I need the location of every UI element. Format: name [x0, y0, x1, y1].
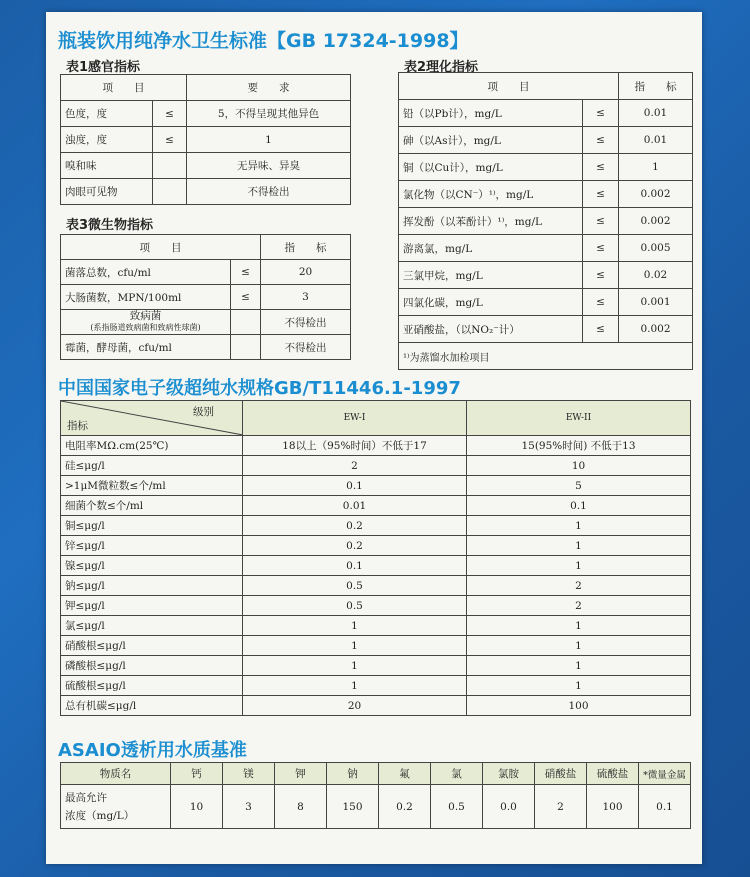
table2-val: 0.02	[619, 262, 693, 289]
header-index: 指标	[67, 420, 88, 432]
table-row	[399, 127, 693, 154]
table2-op: ≤	[583, 154, 619, 181]
table-row	[61, 496, 691, 516]
ultrapure-v1: 1	[243, 616, 467, 636]
table2-val: 0.002	[619, 181, 693, 208]
asaio-row2-line2: 浓度（mg/L）	[65, 809, 135, 822]
table-row	[61, 696, 691, 716]
table-ultrapure	[60, 400, 691, 436]
ultrapure-v1: 0.1	[243, 476, 467, 496]
ultrapure-v2: 1	[467, 516, 691, 536]
table3-item-pathogen	[61, 310, 231, 335]
table1-header-item: 项 目	[61, 75, 187, 101]
table3-op	[231, 310, 261, 335]
table2-op: ≤	[583, 235, 619, 262]
table2-val: 1	[619, 154, 693, 181]
table-row	[61, 516, 691, 536]
table-row	[61, 179, 351, 205]
table1-req: 无异味、异臭	[187, 153, 351, 179]
asaio-substance: 钾	[275, 763, 327, 785]
table-row	[61, 127, 351, 153]
asaio-value: 2	[535, 785, 587, 829]
asaio-header-row	[61, 763, 691, 785]
table2-item: 铅（以Pb计），mg/L	[399, 100, 583, 127]
ultrapure-v1: 0.2	[243, 516, 467, 536]
table-row	[399, 154, 693, 181]
ultrapure-v2: 0.1	[467, 496, 691, 516]
ultrapure-item: 氯≤μg/l	[61, 616, 243, 636]
ultrapure-item: 铜≤μg/l	[61, 516, 243, 536]
table3-item: 菌落总数，cfu/ml	[61, 260, 231, 285]
table-row	[61, 636, 691, 656]
ultrapure-v2: 1	[467, 636, 691, 656]
table2-op: ≤	[583, 208, 619, 235]
document-page	[46, 12, 702, 864]
table-row	[61, 576, 691, 596]
table1-op: ≤	[153, 127, 187, 153]
table-row	[399, 235, 693, 262]
table-row	[399, 343, 693, 370]
section1-title: 瓶装饮用纯净水卫生标准【GB 17324-1998】	[58, 30, 469, 52]
table3-op: ≤	[231, 260, 261, 285]
table2-item: 三氯甲烷，mg/L	[399, 262, 583, 289]
table-row	[61, 436, 691, 456]
table2-note: ¹⁾为蒸馏水加检项目	[399, 343, 693, 370]
table-row	[61, 101, 351, 127]
col-ew2: EW-II	[467, 401, 691, 436]
table2-item: 挥发酚（以苯酚计）¹⁾，mg/L	[399, 208, 583, 235]
table2-caption: 表2理化指标	[404, 60, 479, 75]
table2-item: 游离氯，mg/L	[399, 235, 583, 262]
table-row	[61, 556, 691, 576]
section2-title: 中国国家电子级超纯水规格GB/T11446.1-1997	[58, 378, 461, 399]
table3-item: 致病菌	[129, 310, 162, 322]
table-row	[399, 262, 693, 289]
asaio-value: 10	[171, 785, 223, 829]
table1-req: 5，不得呈现其他异色	[187, 101, 351, 127]
table1-op	[153, 179, 187, 205]
asaio-substance: 氯	[431, 763, 483, 785]
ultrapure-item: 总有机碳≤μg/l	[61, 696, 243, 716]
table-row	[61, 153, 351, 179]
table-row	[61, 476, 691, 496]
ultrapure-v2: 1	[467, 616, 691, 636]
table-row	[61, 536, 691, 556]
ultrapure-item: 细菌个数≤个/ml	[61, 496, 243, 516]
table-row	[399, 208, 693, 235]
ultrapure-v1: 2	[243, 456, 467, 476]
ultrapure-v1: 18以上（95%时间）不低于17	[243, 436, 467, 456]
table-row	[61, 285, 351, 310]
asaio-value: 100	[587, 785, 639, 829]
ultrapure-item: 硫酸根≤μg/l	[61, 676, 243, 696]
table1-op	[153, 153, 187, 179]
table1-sensory	[60, 74, 351, 205]
ultrapure-v1: 0.5	[243, 576, 467, 596]
asaio-value: 0.0	[483, 785, 535, 829]
ultrapure-item: 硅≤μg/l	[61, 456, 243, 476]
table3-header-val: 指 标	[261, 235, 351, 260]
asaio-row2-line1: 最高允许	[65, 791, 107, 804]
table-row	[61, 456, 691, 476]
table2-item: 铜（以Cu计），mg/L	[399, 154, 583, 181]
table3-item: 大肠菌数，MPN/100ml	[61, 285, 231, 310]
ultrapure-item: 镍≤μg/l	[61, 556, 243, 576]
table2-header-item: 项 目	[399, 73, 619, 100]
table3-item-sub: (系指肠道致病菌和致病性球菌)	[90, 323, 201, 332]
asaio-substance: 钙	[171, 763, 223, 785]
table2-physchem	[398, 72, 693, 370]
ultrapure-v1: 1	[243, 656, 467, 676]
header-level: 级别	[193, 406, 214, 418]
table3-op: ≤	[231, 285, 261, 310]
table-ultrapure-body	[60, 435, 691, 716]
table-row	[399, 289, 693, 316]
table-row	[61, 335, 351, 360]
table-row	[399, 100, 693, 127]
ultrapure-v2: 1	[467, 656, 691, 676]
ultrapure-v1: 1	[243, 636, 467, 656]
ultrapure-item: >1μM微粒数≤个/ml	[61, 476, 243, 496]
table1-op: ≤	[153, 101, 187, 127]
table-row	[61, 260, 351, 285]
table1-req: 不得检出	[187, 179, 351, 205]
asaio-substance: 硫酸盐	[587, 763, 639, 785]
table1-req: 1	[187, 127, 351, 153]
table-row	[61, 310, 351, 335]
table2-val: 0.01	[619, 127, 693, 154]
table1-caption: 表1感官指标	[66, 60, 141, 75]
table3-item: 霉菌，酵母菌，cfu/ml	[61, 335, 231, 360]
diagonal-header-cell	[61, 401, 243, 436]
col-ew1: EW-I	[243, 401, 467, 436]
asaio-value: 0.5	[431, 785, 483, 829]
table3-val: 不得检出	[261, 335, 351, 360]
ultrapure-v2: 15(95%时间) 不低于13	[467, 436, 691, 456]
asaio-substance: 钠	[327, 763, 379, 785]
asaio-value: 150	[327, 785, 379, 829]
table-row	[61, 596, 691, 616]
table-row	[399, 316, 693, 343]
asaio-substance: 氯胺	[483, 763, 535, 785]
asaio-value: 3	[223, 785, 275, 829]
table-asaio	[60, 762, 691, 829]
table2-item: 四氯化碳，mg/L	[399, 289, 583, 316]
asaio-value: 8	[275, 785, 327, 829]
table-row	[399, 181, 693, 208]
table2-op: ≤	[583, 289, 619, 316]
table2-op: ≤	[583, 262, 619, 289]
ultrapure-v1: 0.01	[243, 496, 467, 516]
ultrapure-v1: 0.1	[243, 556, 467, 576]
ultrapure-v1: 1	[243, 676, 467, 696]
diagonal-line	[61, 401, 243, 435]
asaio-substance: 硝酸盐	[535, 763, 587, 785]
asaio-substance: 氟	[379, 763, 431, 785]
table-row	[61, 616, 691, 636]
table3-header-item: 项 目	[61, 235, 261, 260]
asaio-value: 0.2	[379, 785, 431, 829]
ultrapure-item: 电阻率MΩ.cm(25℃)	[61, 436, 243, 456]
table2-val: 0.002	[619, 316, 693, 343]
table3-val: 不得检出	[261, 310, 351, 335]
asaio-substance: *微量金属	[639, 763, 691, 785]
ultrapure-v2: 1	[467, 676, 691, 696]
ultrapure-v2: 2	[467, 596, 691, 616]
table2-op: ≤	[583, 127, 619, 154]
table2-item: 氯化物（以CN⁻）¹⁾，mg/L	[399, 181, 583, 208]
table1-header-req: 要 求	[187, 75, 351, 101]
ultrapure-v2: 5	[467, 476, 691, 496]
ultrapure-v1: 0.2	[243, 536, 467, 556]
ultrapure-v2: 10	[467, 456, 691, 476]
table1-item: 色度，度	[61, 101, 153, 127]
table2-item: 砷（以As计），mg/L	[399, 127, 583, 154]
section3-title: ASAIO透析用水质基准	[58, 740, 247, 761]
ultrapure-v2: 2	[467, 576, 691, 596]
table2-val: 0.005	[619, 235, 693, 262]
table2-op: ≤	[583, 316, 619, 343]
table-row	[61, 656, 691, 676]
table1-item: 浊度，度	[61, 127, 153, 153]
table2-op: ≤	[583, 181, 619, 208]
ultrapure-item: 钾≤μg/l	[61, 596, 243, 616]
ultrapure-v1: 0.5	[243, 596, 467, 616]
ultrapure-v2: 1	[467, 556, 691, 576]
table3-val: 20	[261, 260, 351, 285]
table3-val: 3	[261, 285, 351, 310]
table2-val: 0.002	[619, 208, 693, 235]
asaio-row1-label: 物质名	[61, 763, 171, 785]
table2-op: ≤	[583, 100, 619, 127]
ultrapure-v2: 1	[467, 536, 691, 556]
asaio-row2-label	[61, 785, 171, 829]
ultrapure-item: 磷酸根≤μg/l	[61, 656, 243, 676]
table-row	[61, 676, 691, 696]
ultrapure-item: 钠≤μg/l	[61, 576, 243, 596]
ultrapure-v2: 100	[467, 696, 691, 716]
table2-val: 0.01	[619, 100, 693, 127]
table3-microbial	[60, 234, 351, 360]
asaio-substance: 镁	[223, 763, 275, 785]
table2-val: 0.001	[619, 289, 693, 316]
table1-item: 肉眼可见物	[61, 179, 153, 205]
table2-item: 亚硝酸盐，（以NO₂⁻计）	[399, 316, 583, 343]
asaio-value-row	[61, 785, 691, 829]
table3-op	[231, 335, 261, 360]
table3-caption: 表3微生物指标	[66, 218, 154, 233]
asaio-value: 0.1	[639, 785, 691, 829]
ultrapure-item: 硝酸根≤μg/l	[61, 636, 243, 656]
ultrapure-v1: 20	[243, 696, 467, 716]
table2-header-val: 指 标	[619, 73, 693, 100]
table1-item: 嗅和味	[61, 153, 153, 179]
ultrapure-item: 锌≤μg/l	[61, 536, 243, 556]
